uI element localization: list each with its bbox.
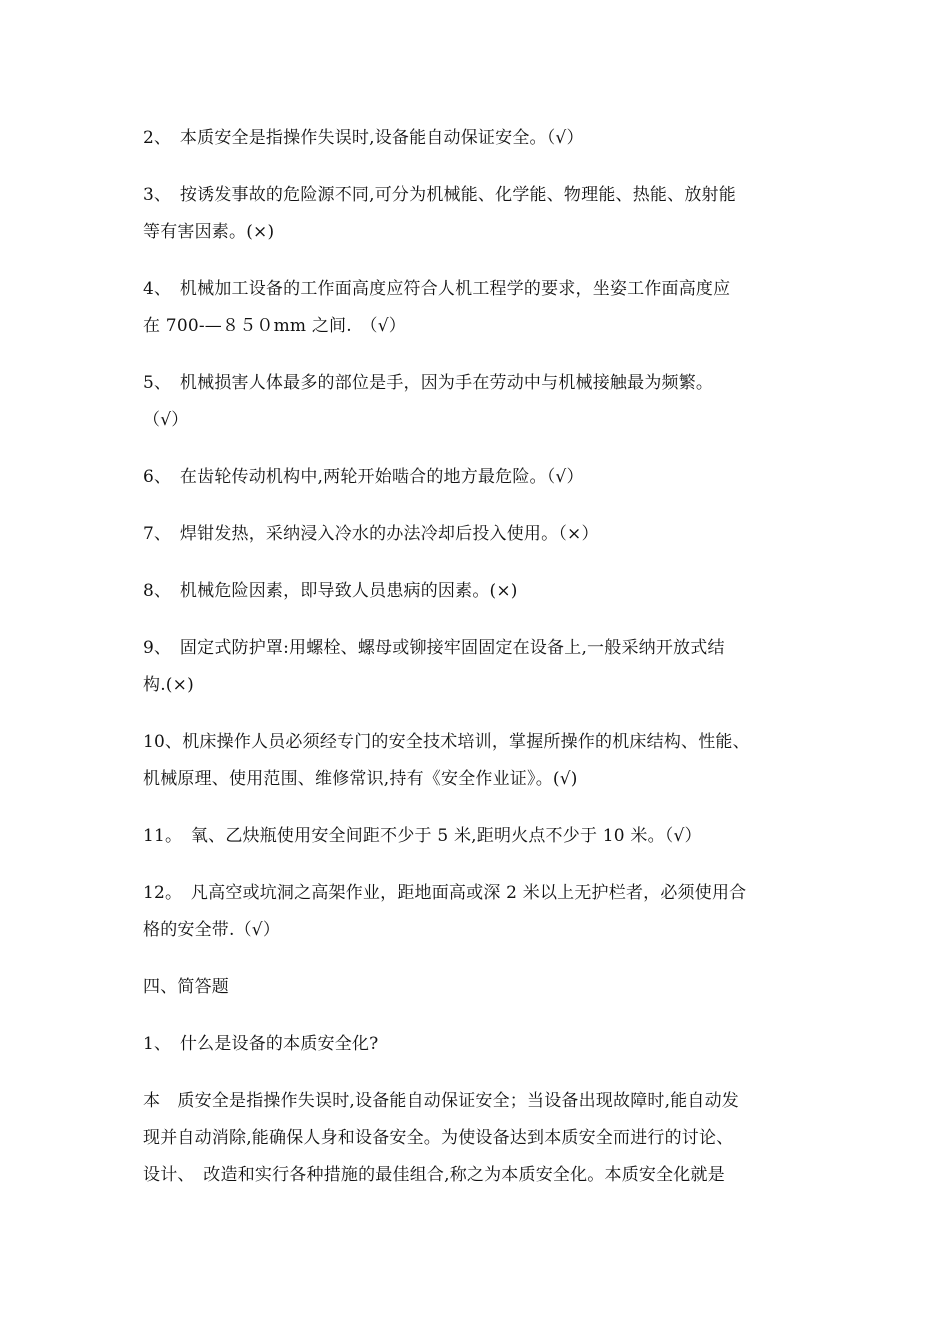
item-9-line-2: 构.(×): [143, 675, 194, 695]
item-6-line: 6、 在齿轮传动机构中,两轮开始啮合的地方最危险。（√）: [143, 467, 584, 487]
item-12-line-1: 12。 凡高空或坑洞之高架作业，距地面高或深 2 米以上无护栏者，必须使用合: [143, 883, 747, 903]
item-10-line-2: 机械原理、使用范围、维修常识,持有《安全作业证》。(√): [143, 769, 578, 789]
answer-line-2: 现并自动消除,能确保人身和设备安全。为使设备达到本质安全而进行的讨论、: [143, 1128, 734, 1148]
item-12-line-2: 格的安全带.（√）: [143, 920, 281, 940]
item-7-line: 7、 焊钳发热，采纳浸入冷水的办法冷却后投入使用。（×）: [143, 524, 599, 544]
item-3-line-2: 等有害因素。(×): [143, 222, 275, 242]
item-11-line: 11。 氧、乙炔瓶使用安全间距不少于 5 米,距明火点不少于 10 米。（√）: [143, 826, 702, 846]
item-4-line-1: 4、 机械加工设备的工作面高度应符合人机工程学的要求，坐姿工作面高度应: [143, 279, 731, 299]
item-2-line: 2、 本质安全是指操作失误时,设备能自动保证安全。（√）: [143, 128, 584, 148]
section-heading: 四、简答题: [143, 977, 229, 997]
item-10-line-1: 10、机床操作人员必须经专门的安全技术培训，掌握所操作的机床结构、性能、: [143, 732, 750, 752]
item-3-line-1: 3、 按诱发事故的危险源不同,可分为机械能、化学能、物理能、热能、放射能: [143, 185, 736, 205]
item-5-line-1: 5、 机械损害人体最多的部位是手，因为手在劳动中与机械接触最为频繁。: [143, 373, 714, 393]
item-8-line: 8、 机械危险因素，即导致人员患病的因素。(×): [143, 581, 518, 601]
item-9-line-1: 9、 固定式防护罩:用螺栓、螺母或铆接牢固固定在设备上,一般采纳开放式结: [143, 638, 725, 658]
item-5-line-2: （√）: [143, 410, 189, 430]
answer-line-3: 设计、 改造和实行各种措施的最佳组合,称之为本质安全化。本质安全化就是: [143, 1165, 725, 1185]
answer-line-1: 本 质安全是指操作失误时,设备能自动保证安全；当设备出现故障时,能自动发: [143, 1091, 740, 1111]
question-1: 1、 什么是设备的本质安全化?: [143, 1034, 379, 1054]
item-4-line-2: 在 700-—８５０mm 之间. （√）: [143, 316, 406, 336]
